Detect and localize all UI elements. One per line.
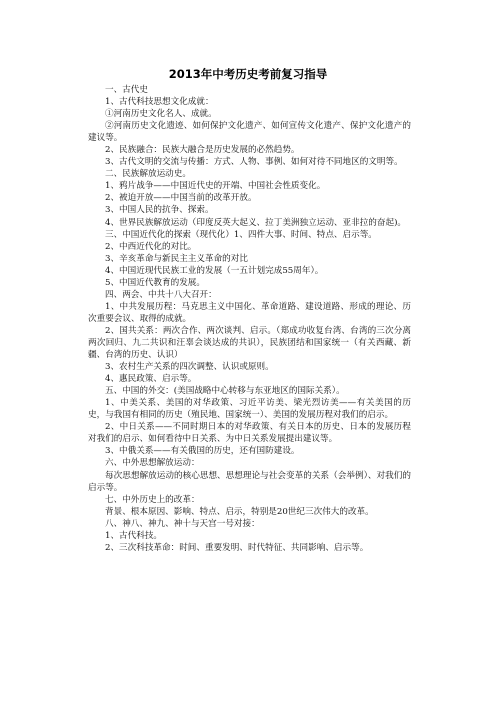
paragraph: 2、中西近代化的对比。: [105, 241, 197, 252]
paragraph: 1、古代科技。: [105, 530, 163, 541]
paragraph: 4、中国近现代民族工业的发展（一五计划完成55周年）。: [105, 265, 324, 276]
paragraph: 3、中俄关系——有关俄国的历史，还有国防建设。: [105, 446, 300, 457]
paragraph: 3、中国人民的抗争、探索。: [105, 205, 214, 216]
paragraph: 五、中国的外交：(美国战略中心转移与东亚地区的国际关系）。: [105, 386, 345, 397]
paragraph: 1、古代科技思想文化成就：: [105, 97, 214, 108]
paragraph: 2、三次科技革命：时间、重要发明、时代特征、共同影响、启示等。: [105, 542, 369, 553]
paragraph: 2、民族融合：民族大融合是历史发展的必然趋势。: [105, 145, 300, 156]
paragraph: 每次思想解放运动的核心思想、思想理论与社会变革的关系（会举例）、对我们的启示等。: [88, 470, 411, 493]
paragraph: 3、古代文明的交流与传播：方式、人物、事例、如何对待不同地区的文明等。: [105, 157, 403, 168]
paragraph: 2、中日关系——不同时期日本的对华政策、有关日本的历史、日本的发展历程对我们的启示、如何看待中日关系、为中日关系发展提出建议等。: [88, 422, 411, 445]
paragraph: ②河南历史文化遗迹、如何保护文化遗产、如何宣传文化遗产、保护文化遗产的建议等。: [88, 121, 411, 144]
paragraph: 2、国共关系：两次合作、两次谈判、启示。（郑成功收复台湾、台湾的三次分离两次回归、九二共识和汪辜会谈达成的共识），民族团结和国家统一（有关西藏、新疆、台湾的历史、认识）: [88, 325, 411, 361]
paragraph: 1、中共发展历程：马克思主义中国化、革命道路、建设道路、形成的理论、历次重要会议、取得的成就。: [88, 301, 411, 324]
paragraph: 三、中国近代化的探索（现代化）1、四件大事、时间、特点、启示等。: [105, 229, 377, 240]
paragraph: 1、鸦片战争——中国近代史的开端、中国社会性质变化。: [105, 181, 326, 192]
document-body: [88, 84, 411, 554]
paragraph: 六、中外思想解放运动：: [105, 458, 200, 469]
page-title: 2013年中考历史考前复习指导: [168, 67, 328, 81]
paragraph: 四、两会、中共十八大召开：: [105, 289, 217, 300]
paragraph: 背景、根本原因、影响、特点、启示，特别是20世纪三次伟大的改革。: [105, 506, 374, 517]
paragraph: 3、辛亥革命与新民主主义革命的对比: [105, 253, 248, 264]
paragraph: 4、世界民族解放运动（印度反英大起义、拉丁美洲独立运动、亚非拉的奋起)。: [105, 217, 407, 228]
paragraph: 3、农村生产关系的四次调整、认识或原则。: [105, 362, 274, 373]
paragraph: 二、民族解放运动史。: [105, 169, 191, 180]
paragraph: ①河南历史文化名人、成就。: [105, 109, 217, 120]
paragraph: 七、中外历史上的改革：: [105, 494, 200, 505]
paragraph: 1、中美关系、美国的对华政策、习近平访美、梁光烈访美——有关美国的历史，与我国有相同的历史（殖民地、国家统一）、美国的发展历程对我们的启示。: [88, 398, 411, 421]
paragraph: 2、被迫开放——中国当前的改革开放。: [105, 193, 257, 204]
paragraph: 4、惠民政策、启示等。: [105, 374, 197, 385]
paragraph: 一、古代史: [105, 85, 148, 95]
paragraph: 八、神八、神九、神十与天宫一号对接：: [105, 518, 260, 529]
paragraph: 5、中国近代教育的发展。: [105, 277, 205, 288]
